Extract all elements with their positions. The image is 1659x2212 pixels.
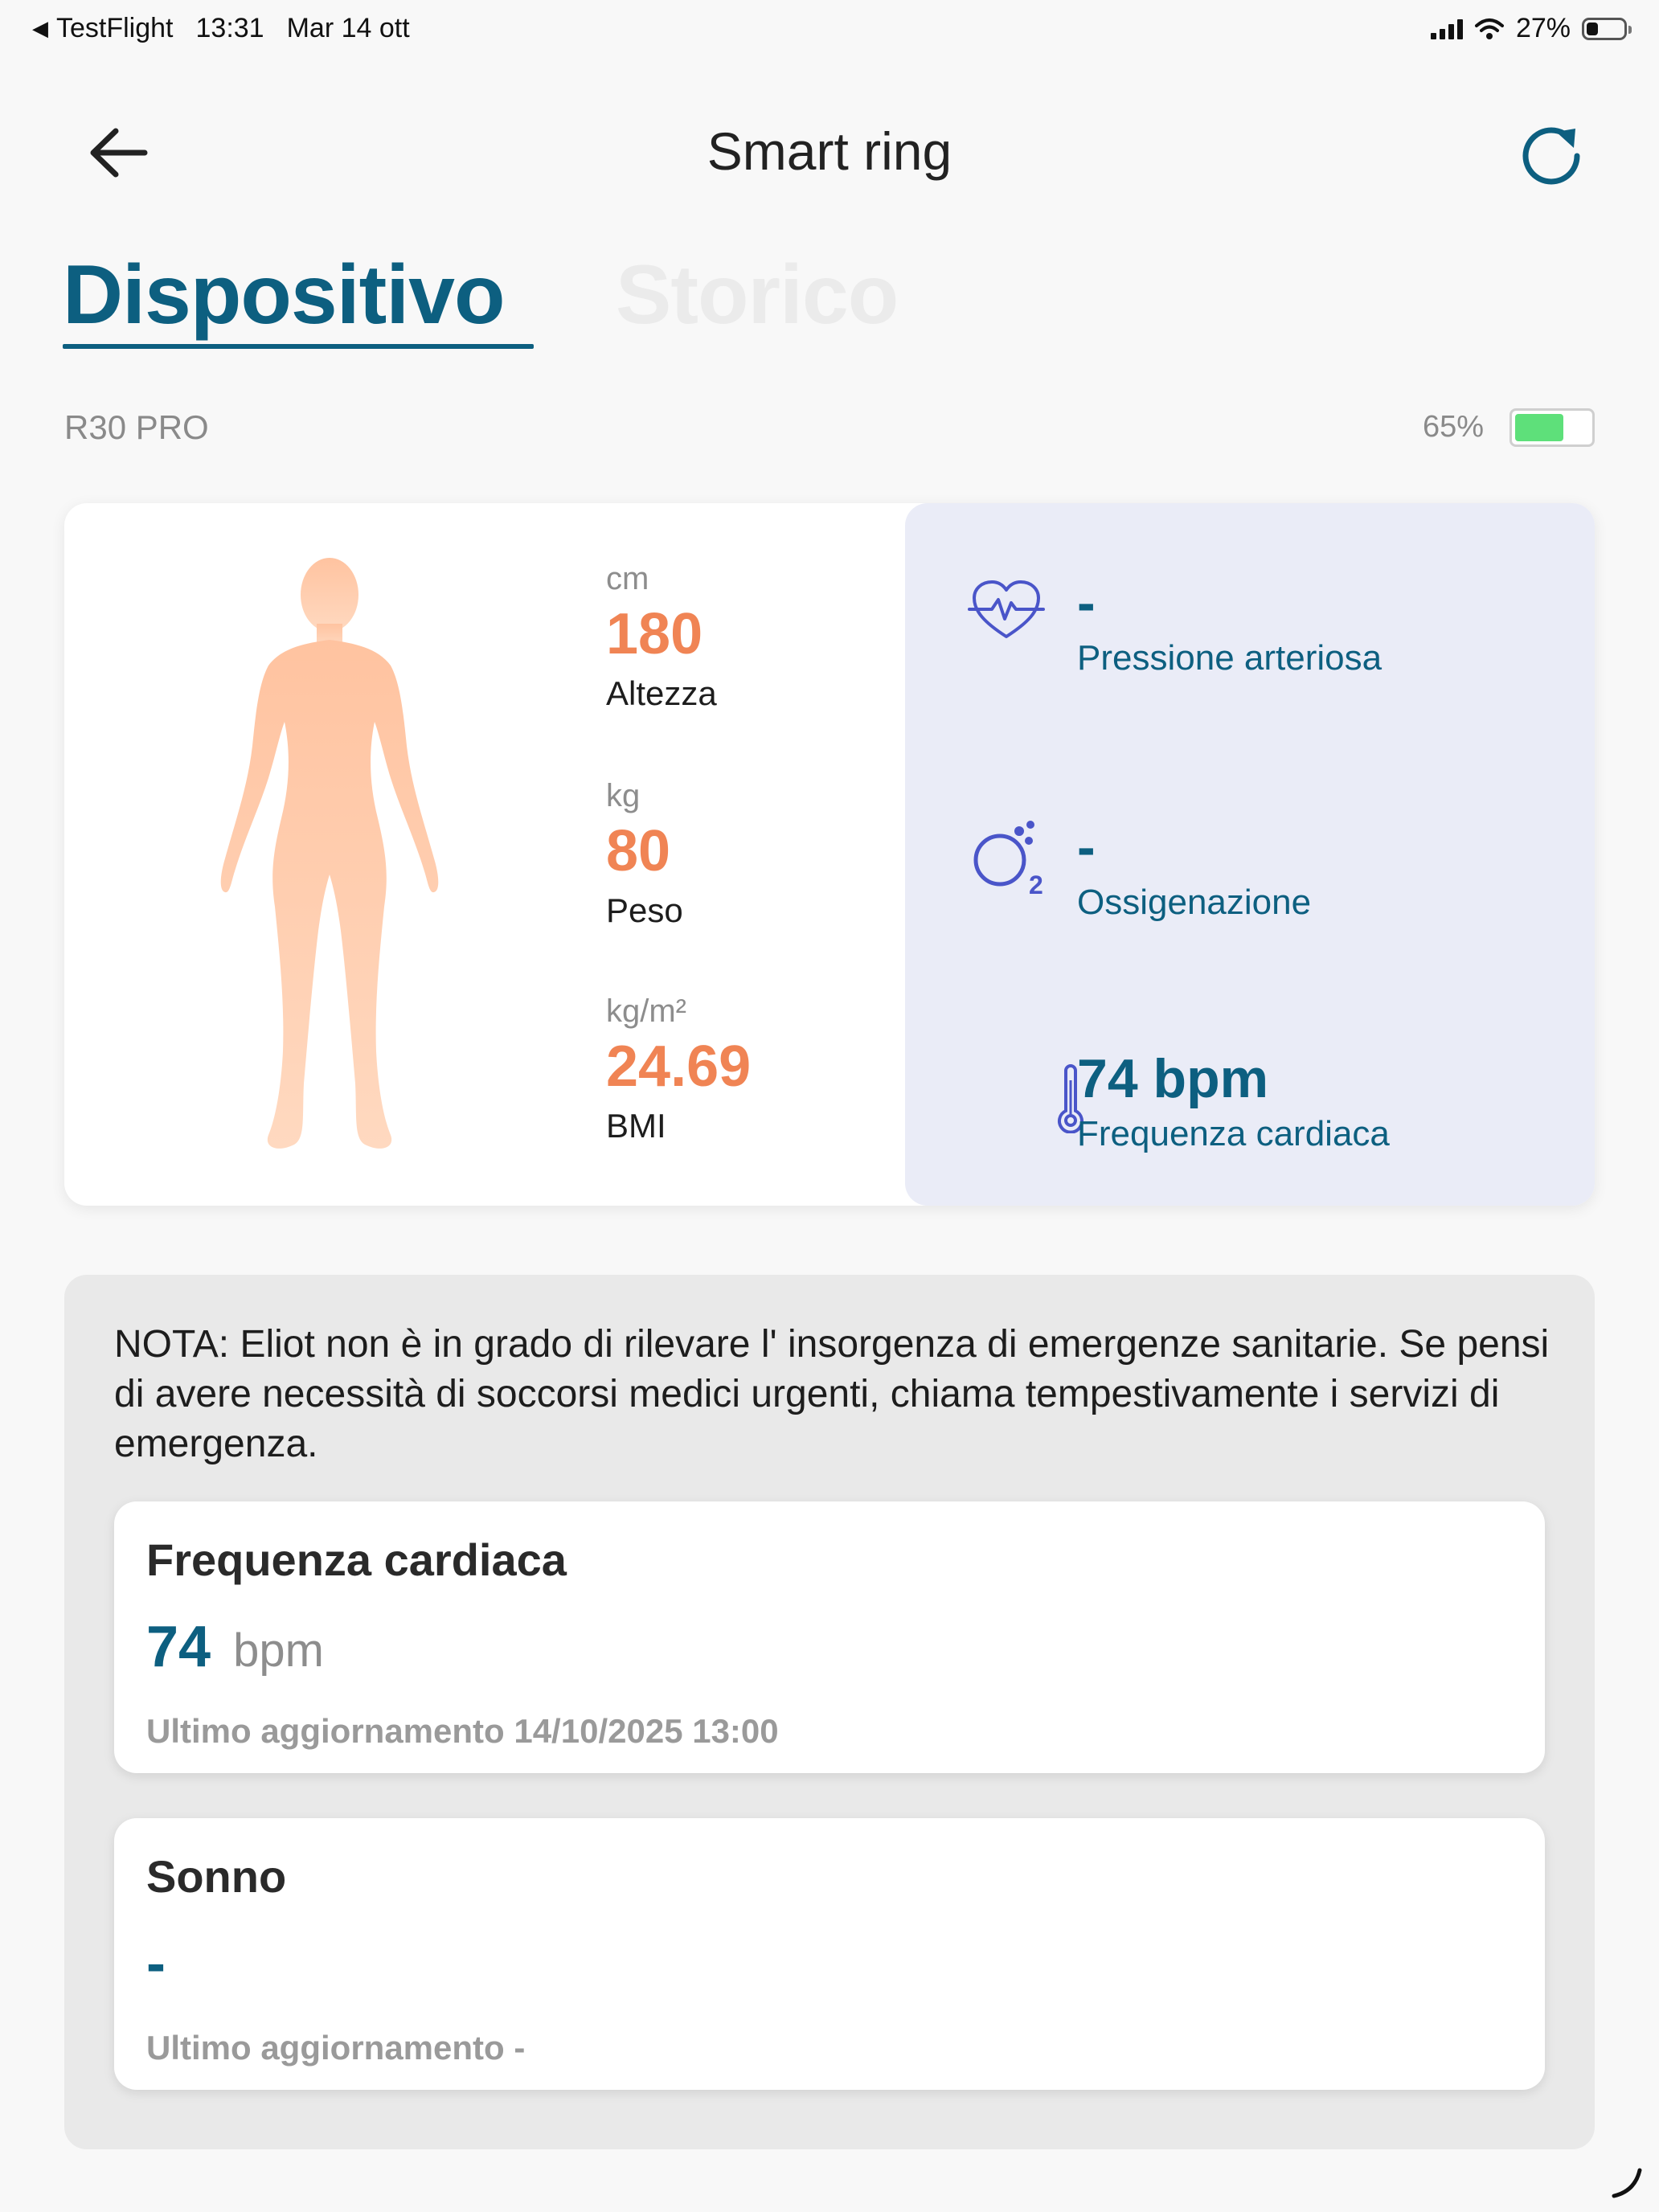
page-title: Smart ring bbox=[707, 121, 952, 181]
status-bar-left bbox=[32, 13, 410, 44]
metric-weight bbox=[606, 778, 683, 930]
info-panel bbox=[64, 1275, 1595, 2149]
heart-rate-card[interactable] bbox=[114, 1501, 1545, 1773]
vital-label: Frequenza cardiaca bbox=[1077, 1114, 1390, 1153]
vital-label: Ossigenazione bbox=[1077, 883, 1312, 922]
metric-label: BMI bbox=[606, 1107, 666, 1145]
device-battery-icon bbox=[1509, 408, 1595, 447]
back-to-app-icon[interactable]: ◀ bbox=[32, 16, 48, 40]
vital-value: - bbox=[1077, 572, 1096, 633]
metric-value: 180 bbox=[606, 602, 703, 666]
card-value: - bbox=[146, 1931, 166, 1996]
wifi-icon bbox=[1474, 18, 1505, 40]
card-value: 74 bbox=[146, 1615, 211, 1679]
vital-value: 74 bpm bbox=[1077, 1048, 1269, 1109]
metric-label: Altezza bbox=[606, 674, 717, 712]
card-title: Sonno bbox=[146, 1851, 287, 1902]
card-title: Frequenza cardiaca bbox=[146, 1534, 567, 1585]
metric-value: 80 bbox=[606, 819, 671, 883]
tab-storico[interactable]: Storico bbox=[616, 248, 899, 342]
metric-unit: cm bbox=[606, 561, 649, 596]
metric-height bbox=[606, 561, 717, 713]
card-value-row bbox=[146, 1614, 324, 1680]
vital-value: - bbox=[1077, 817, 1096, 878]
sleep-card[interactable] bbox=[114, 1818, 1545, 2090]
vital-blood-pressure bbox=[1077, 572, 1382, 678]
metric-value: 24.69 bbox=[606, 1034, 752, 1099]
heart-pulse-icon bbox=[968, 579, 1045, 643]
card-value-row bbox=[146, 1931, 188, 1997]
body-metrics-card bbox=[64, 503, 1595, 1206]
card-unit: bpm bbox=[233, 1624, 324, 1677]
tab-dispositivo[interactable]: Dispositivo bbox=[63, 248, 505, 342]
status-battery-pct: 27% bbox=[1515, 13, 1571, 43]
device-name: R30 PRO bbox=[64, 408, 209, 446]
svg-text:2: 2 bbox=[1029, 870, 1043, 899]
status-battery-icon bbox=[1582, 18, 1627, 40]
vital-oxygen bbox=[1077, 817, 1312, 923]
metric-unit: kg bbox=[606, 778, 641, 813]
vital-label: Pressione arteriosa bbox=[1077, 638, 1382, 678]
back-app-label[interactable]: TestFlight bbox=[56, 13, 174, 43]
oxygen-o2-icon bbox=[969, 818, 1050, 899]
human-body-icon bbox=[201, 553, 458, 1164]
metric-label: Peso bbox=[606, 891, 683, 929]
vital-heart-rate bbox=[1077, 1048, 1390, 1154]
device-battery-pct: 65% bbox=[1423, 410, 1485, 444]
emergency-note: NOTA: Eliot non è in grado di rilevare l' insorgenza di emergenze sanitarie. Se pensi di avere necessità di soccorsi medici urgenti, chiama tempestivamente i servizi di emergenza. bbox=[114, 1323, 1550, 1465]
metric-bmi bbox=[606, 993, 751, 1145]
status-bar-right bbox=[1431, 13, 1627, 44]
card-last-updated: Ultimo aggiornamento 14/10/2025 13:00 bbox=[146, 1712, 779, 1750]
card-last-updated: Ultimo aggiornamento - bbox=[146, 2029, 526, 2067]
resize-handle-icon bbox=[1611, 2167, 1643, 2199]
status-time: 13:31 bbox=[195, 13, 264, 43]
tab-active-underline bbox=[63, 344, 534, 349]
status-date: Mar 14 ott bbox=[286, 13, 410, 43]
refresh-icon[interactable] bbox=[1518, 121, 1588, 191]
metric-unit: kg/m² bbox=[606, 993, 686, 1029]
cellular-signal-icon bbox=[1431, 18, 1463, 39]
